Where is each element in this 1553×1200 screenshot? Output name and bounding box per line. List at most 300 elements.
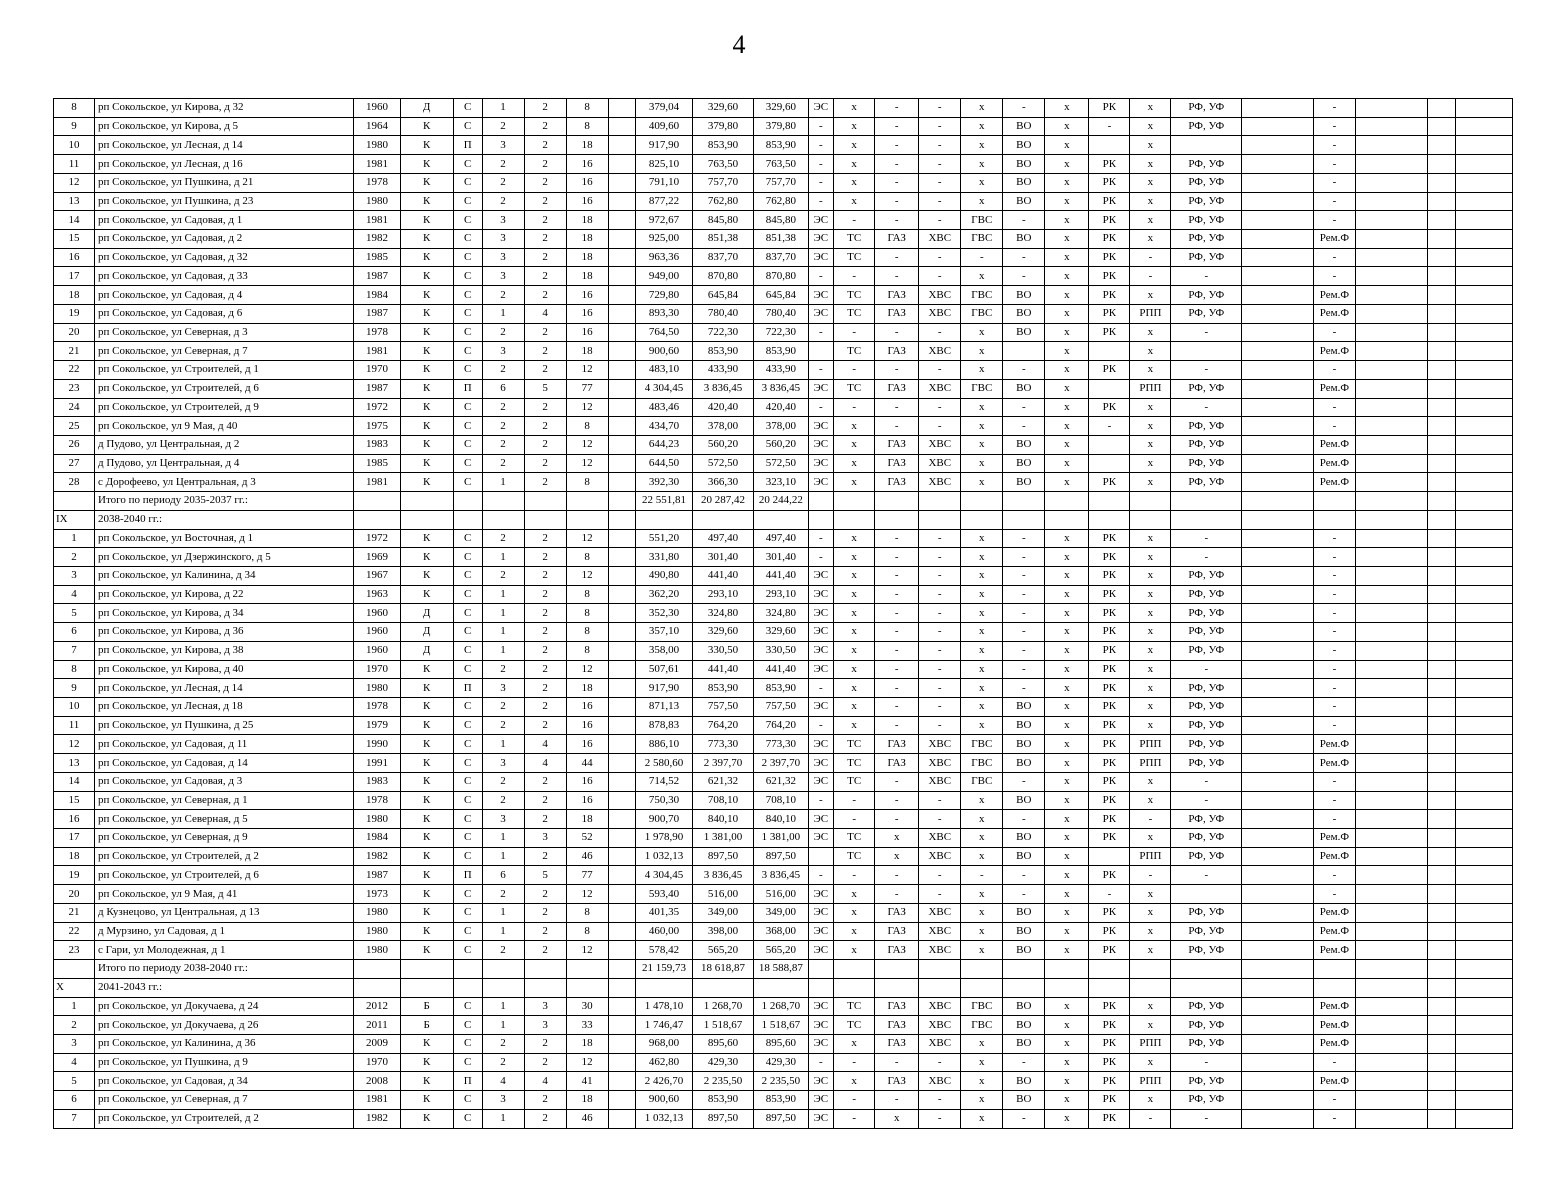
- table-cell: -: [1313, 117, 1355, 136]
- table-cell: С: [453, 248, 482, 267]
- table-cell: 3 836,45: [692, 866, 754, 885]
- row-number-cell: 16: [54, 248, 95, 267]
- table-cell: [608, 604, 636, 623]
- table-cell: -: [919, 155, 961, 174]
- table-cell: 2: [524, 698, 566, 717]
- table-cell: 434,70: [636, 417, 692, 436]
- address-cell: рп Сокольское, ул Докучаева, д 24: [95, 997, 354, 1016]
- table-cell: -: [1313, 1091, 1355, 1110]
- table-cell: Рем.Ф: [1313, 435, 1355, 454]
- table-cell: ХВС: [919, 903, 961, 922]
- table-cell: РФ, УФ: [1171, 829, 1242, 848]
- row-number-cell: [54, 492, 95, 511]
- table-cell: ЭС: [808, 885, 834, 904]
- table-cell: РФ, УФ: [1171, 435, 1242, 454]
- table-cell: х: [1045, 136, 1089, 155]
- table-cell: 2: [482, 698, 524, 717]
- table-cell: 1981: [354, 211, 400, 230]
- table-cell: 1981: [354, 155, 400, 174]
- table-cell: [524, 510, 566, 529]
- table-cell: х: [1045, 660, 1089, 679]
- table-cell: -: [1313, 885, 1355, 904]
- table-cell: 3: [482, 679, 524, 698]
- table-cell: 2: [482, 660, 524, 679]
- table-cell: Д: [400, 99, 453, 118]
- table-cell: [608, 922, 636, 941]
- table-cell: [1242, 997, 1314, 1016]
- table-cell: 12: [566, 660, 608, 679]
- table-cell: -: [919, 885, 961, 904]
- table-cell: -: [834, 211, 875, 230]
- table-cell: -: [1313, 323, 1355, 342]
- table-cell: -: [875, 810, 919, 829]
- table-cell: ЭС: [808, 454, 834, 473]
- table-cell: РК: [1089, 735, 1130, 754]
- table-cell: [608, 903, 636, 922]
- table-cell: [1313, 960, 1355, 979]
- row-number-cell: 13: [54, 754, 95, 773]
- table-cell: 897,50: [754, 847, 808, 866]
- table-cell: х: [1130, 585, 1171, 604]
- table-cell: К: [400, 716, 453, 735]
- table-cell: ГВС: [961, 379, 1003, 398]
- table-cell: ЭС: [808, 417, 834, 436]
- table-cell: РФ, УФ: [1171, 304, 1242, 323]
- table-cell: РФ, УФ: [1171, 230, 1242, 249]
- table-cell: х: [1130, 698, 1171, 717]
- table-cell: 2: [524, 903, 566, 922]
- table-cell: 16: [566, 155, 608, 174]
- table-cell: -: [808, 361, 834, 380]
- table-cell: ВО: [1003, 829, 1045, 848]
- table-cell: х: [961, 529, 1003, 548]
- table-cell: х: [1045, 323, 1089, 342]
- table-cell: -: [1171, 398, 1242, 417]
- table-cell: РК: [1089, 1091, 1130, 1110]
- table-cell: ВО: [1003, 1072, 1045, 1091]
- table-cell: [354, 960, 400, 979]
- table-row: [54, 754, 1513, 773]
- table-cell: 1: [482, 1109, 524, 1128]
- table-row: [54, 248, 1513, 267]
- table-cell: ВО: [1003, 435, 1045, 454]
- table-cell: С: [453, 304, 482, 323]
- table-cell: [608, 192, 636, 211]
- table-cell: -: [1313, 155, 1355, 174]
- table-cell: -: [919, 866, 961, 885]
- table-cell: 20 287,42: [692, 492, 754, 511]
- table-cell: [1355, 716, 1427, 735]
- table-cell: 851,38: [754, 230, 808, 249]
- table-cell: С: [453, 1016, 482, 1035]
- table-cell: [1242, 829, 1314, 848]
- table-cell: 3: [482, 230, 524, 249]
- table-cell: [608, 173, 636, 192]
- table-cell: х: [1045, 772, 1089, 791]
- table-cell: [1242, 248, 1314, 267]
- table-cell: [1242, 679, 1314, 698]
- table-cell: [808, 342, 834, 361]
- address-cell: рп Сокольское, ул Садовая, д 3: [95, 772, 354, 791]
- table-cell: [1427, 960, 1456, 979]
- table-row: [54, 847, 1513, 866]
- table-cell: [608, 810, 636, 829]
- table-row: [54, 866, 1513, 885]
- table-cell: ВО: [1003, 173, 1045, 192]
- table-cell: [1427, 492, 1456, 511]
- table-cell: [1456, 1091, 1513, 1110]
- table-cell: -: [1003, 660, 1045, 679]
- table-cell: [1456, 679, 1513, 698]
- table-cell: -: [1089, 885, 1130, 904]
- table-cell: 1960: [354, 623, 400, 642]
- table-cell: [1355, 997, 1427, 1016]
- table-cell: 1982: [354, 847, 400, 866]
- table-cell: х: [961, 829, 1003, 848]
- table-cell: [1427, 772, 1456, 791]
- table-row: [54, 492, 1513, 511]
- table-cell: 2 235,50: [692, 1072, 754, 1091]
- table-cell: РК: [1089, 1109, 1130, 1128]
- table-cell: [1355, 267, 1427, 286]
- table-cell: [1171, 342, 1242, 361]
- table-cell: ЭС: [808, 604, 834, 623]
- table-cell: 52: [566, 829, 608, 848]
- table-cell: 12: [566, 1053, 608, 1072]
- table-cell: [608, 323, 636, 342]
- table-cell: -: [875, 323, 919, 342]
- table-cell: 2: [524, 192, 566, 211]
- table-cell: [1427, 791, 1456, 810]
- row-number-cell: 28: [54, 473, 95, 492]
- table-cell: РФ, УФ: [1171, 173, 1242, 192]
- table-cell: ГАЗ: [875, 379, 919, 398]
- table-cell: [1242, 866, 1314, 885]
- table-cell: -: [875, 267, 919, 286]
- table-cell: 2: [524, 398, 566, 417]
- table-cell: 762,80: [692, 192, 754, 211]
- table-cell: [608, 679, 636, 698]
- table-cell: х: [1045, 735, 1089, 754]
- table-cell: -: [875, 361, 919, 380]
- table-cell: -: [1313, 604, 1355, 623]
- table-cell: -: [1003, 679, 1045, 698]
- table-cell: ЭС: [808, 585, 834, 604]
- table-cell: С: [453, 1091, 482, 1110]
- table-cell: [1355, 192, 1427, 211]
- table-cell: -: [919, 716, 961, 735]
- table-cell: 429,30: [692, 1053, 754, 1072]
- table-cell: 379,80: [754, 117, 808, 136]
- table-cell: [1456, 604, 1513, 623]
- table-cell: х: [1045, 454, 1089, 473]
- table-cell: ВО: [1003, 754, 1045, 773]
- table-cell: [1456, 922, 1513, 941]
- table-cell: х: [961, 810, 1003, 829]
- table-cell: 871,13: [636, 698, 692, 717]
- table-cell: ЭС: [808, 248, 834, 267]
- table-cell: 1 746,47: [636, 1016, 692, 1035]
- table-cell: [1130, 960, 1171, 979]
- row-number-cell: 25: [54, 417, 95, 436]
- table-cell: 757,70: [692, 173, 754, 192]
- table-cell: РК: [1089, 922, 1130, 941]
- table-cell: ГВС: [961, 286, 1003, 305]
- table-cell: [608, 1091, 636, 1110]
- table-cell: С: [453, 1053, 482, 1072]
- table-cell: С: [453, 997, 482, 1016]
- table-cell: [1427, 454, 1456, 473]
- table-cell: РК: [1089, 566, 1130, 585]
- table-cell: -: [1313, 192, 1355, 211]
- table-cell: 2: [524, 323, 566, 342]
- table-cell: х: [961, 136, 1003, 155]
- table-cell: К: [400, 885, 453, 904]
- table-cell: х: [1045, 192, 1089, 211]
- table-cell: [1045, 492, 1089, 511]
- table-cell: [1427, 173, 1456, 192]
- table-cell: -: [1003, 529, 1045, 548]
- row-number-cell: 17: [54, 829, 95, 848]
- table-cell: [1355, 754, 1427, 773]
- table-cell: 1: [482, 604, 524, 623]
- table-cell: 2: [482, 566, 524, 585]
- table-cell: РФ, УФ: [1171, 117, 1242, 136]
- table-cell: [1242, 604, 1314, 623]
- table-cell: ГАЗ: [875, 941, 919, 960]
- table-cell: 8: [566, 623, 608, 642]
- table-cell: [1456, 1053, 1513, 1072]
- row-number-cell: 1: [54, 529, 95, 548]
- table-cell: [1456, 117, 1513, 136]
- table-cell: ХВС: [919, 286, 961, 305]
- table-cell: [1456, 903, 1513, 922]
- table-cell: 1970: [354, 660, 400, 679]
- table-cell: [608, 698, 636, 717]
- table-cell: [1355, 173, 1427, 192]
- table-cell: [1355, 623, 1427, 642]
- address-cell: рп Сокольское, ул Строителей, д 6: [95, 866, 354, 885]
- table-cell: [1355, 1053, 1427, 1072]
- table-cell: 460,00: [636, 922, 692, 941]
- table-cell: х: [1130, 941, 1171, 960]
- table-cell: С: [453, 417, 482, 436]
- table-cell: 1 518,67: [754, 1016, 808, 1035]
- table-cell: [692, 978, 754, 997]
- table-cell: 2: [524, 473, 566, 492]
- table-cell: х: [961, 323, 1003, 342]
- address-cell: рп Сокольское, ул Садовая, д 2: [95, 230, 354, 249]
- table-cell: 2 235,50: [754, 1072, 808, 1091]
- table-cell: -: [1003, 99, 1045, 118]
- table-cell: ГАЗ: [875, 735, 919, 754]
- table-cell: 2: [524, 454, 566, 473]
- table-cell: 18: [566, 1091, 608, 1110]
- table-cell: ГАЗ: [875, 997, 919, 1016]
- table-cell: [400, 510, 453, 529]
- table-cell: [1427, 1109, 1456, 1128]
- table-cell: 433,90: [692, 361, 754, 380]
- table-cell: 1: [482, 903, 524, 922]
- table-cell: 16: [566, 772, 608, 791]
- table-cell: 2: [482, 941, 524, 960]
- table-cell: 2: [524, 211, 566, 230]
- table-cell: [1242, 267, 1314, 286]
- table-cell: [608, 641, 636, 660]
- table-cell: ГВС: [961, 754, 1003, 773]
- table-cell: ЭС: [808, 922, 834, 941]
- table-cell: 2: [524, 286, 566, 305]
- table-cell: ГВС: [961, 735, 1003, 754]
- table-cell: ЭС: [808, 754, 834, 773]
- table-cell: 329,60: [692, 623, 754, 642]
- table-cell: 840,10: [692, 810, 754, 829]
- table-cell: 1981: [354, 342, 400, 361]
- table-cell: [566, 510, 608, 529]
- table-cell: К: [400, 903, 453, 922]
- table-cell: РФ, УФ: [1171, 566, 1242, 585]
- table-cell: [1242, 286, 1314, 305]
- table-cell: [875, 510, 919, 529]
- table-cell: [1427, 510, 1456, 529]
- table-cell: ВО: [1003, 847, 1045, 866]
- table-cell: [1427, 1034, 1456, 1053]
- table-cell: 757,70: [754, 173, 808, 192]
- table-cell: -: [1313, 585, 1355, 604]
- table-cell: 1983: [354, 435, 400, 454]
- table-cell: К: [400, 173, 453, 192]
- table-cell: [608, 716, 636, 735]
- table-row: [54, 510, 1513, 529]
- table-cell: -: [1313, 566, 1355, 585]
- table-cell: [608, 772, 636, 791]
- table-row: [54, 623, 1513, 642]
- table-cell: -: [834, 398, 875, 417]
- table-cell: -: [919, 136, 961, 155]
- table-cell: РК: [1089, 829, 1130, 848]
- table-cell: [1427, 566, 1456, 585]
- table-cell: ГАЗ: [875, 342, 919, 361]
- table-cell: РК: [1089, 641, 1130, 660]
- table-cell: РК: [1089, 192, 1130, 211]
- table-cell: х: [1045, 641, 1089, 660]
- table-cell: [1456, 1109, 1513, 1128]
- table-cell: 1967: [354, 566, 400, 585]
- table-cell: РК: [1089, 323, 1130, 342]
- table-cell: РК: [1089, 772, 1130, 791]
- row-number-cell: 13: [54, 192, 95, 211]
- table-cell: х: [834, 173, 875, 192]
- table-cell: 1: [482, 735, 524, 754]
- table-cell: П: [453, 679, 482, 698]
- table-cell: ВО: [1003, 922, 1045, 941]
- table-cell: 708,10: [754, 791, 808, 810]
- row-number-cell: 19: [54, 304, 95, 323]
- table-cell: 516,00: [754, 885, 808, 904]
- table-cell: [1456, 230, 1513, 249]
- table-cell: -: [1313, 211, 1355, 230]
- table-cell: -: [808, 1053, 834, 1072]
- table-cell: [1427, 698, 1456, 717]
- table-cell: 722,30: [692, 323, 754, 342]
- table-cell: х: [1045, 304, 1089, 323]
- table-cell: 1987: [354, 304, 400, 323]
- table-cell: ГВС: [961, 997, 1003, 1016]
- table-cell: 714,52: [636, 772, 692, 791]
- table-cell: -: [834, 1053, 875, 1072]
- table-cell: [1456, 155, 1513, 174]
- table-cell: [1456, 173, 1513, 192]
- table-cell: [1427, 604, 1456, 623]
- table-cell: х: [834, 136, 875, 155]
- table-row: [54, 99, 1513, 118]
- table-cell: -: [919, 641, 961, 660]
- table-cell: К: [400, 473, 453, 492]
- table-cell: С: [453, 267, 482, 286]
- table-cell: 2: [524, 716, 566, 735]
- table-cell: [919, 978, 961, 997]
- table-cell: [1089, 510, 1130, 529]
- table-cell: 2: [524, 1053, 566, 1072]
- table-cell: С: [453, 585, 482, 604]
- table-cell: -: [1171, 866, 1242, 885]
- table-cell: С: [453, 829, 482, 848]
- table-cell: х: [834, 903, 875, 922]
- table-row: [54, 192, 1513, 211]
- table-cell: [524, 492, 566, 511]
- table-cell: ЭС: [808, 623, 834, 642]
- table-cell: [1427, 435, 1456, 454]
- table-cell: х: [1045, 379, 1089, 398]
- table-cell: -: [961, 866, 1003, 885]
- table-cell: х: [834, 885, 875, 904]
- address-cell: рп Сокольское, ул Строителей, д 2: [95, 847, 354, 866]
- table-cell: -: [875, 623, 919, 642]
- table-cell: [608, 248, 636, 267]
- table-cell: [1171, 510, 1242, 529]
- address-cell: рп Сокольское, ул Строителей, д 6: [95, 379, 354, 398]
- table-cell: ХВС: [919, 922, 961, 941]
- table-cell: ГАЗ: [875, 304, 919, 323]
- table-cell: 1984: [354, 829, 400, 848]
- table-cell: [1355, 1091, 1427, 1110]
- table-cell: х: [1130, 286, 1171, 305]
- table-cell: [754, 978, 808, 997]
- table-cell: ВО: [1003, 379, 1045, 398]
- table-cell: х: [961, 361, 1003, 380]
- table-row: [54, 230, 1513, 249]
- table-cell: К: [400, 435, 453, 454]
- table-cell: [1355, 772, 1427, 791]
- table-cell: РФ, УФ: [1171, 211, 1242, 230]
- table-cell: 2: [482, 885, 524, 904]
- table-cell: -: [1171, 323, 1242, 342]
- table-cell: 12: [566, 529, 608, 548]
- table-row: [54, 286, 1513, 305]
- table-cell: К: [400, 136, 453, 155]
- table-cell: [1456, 1034, 1513, 1053]
- table-cell: -: [1003, 585, 1045, 604]
- table-cell: ГАЗ: [875, 286, 919, 305]
- address-cell: рп Сокольское, ул Калинина, д 36: [95, 1034, 354, 1053]
- table-cell: -: [1313, 267, 1355, 286]
- table-cell: РК: [1089, 473, 1130, 492]
- table-row: [54, 361, 1513, 380]
- row-number-cell: 20: [54, 885, 95, 904]
- table-cell: С: [453, 922, 482, 941]
- table-cell: 2: [524, 810, 566, 829]
- table-cell: С: [453, 623, 482, 642]
